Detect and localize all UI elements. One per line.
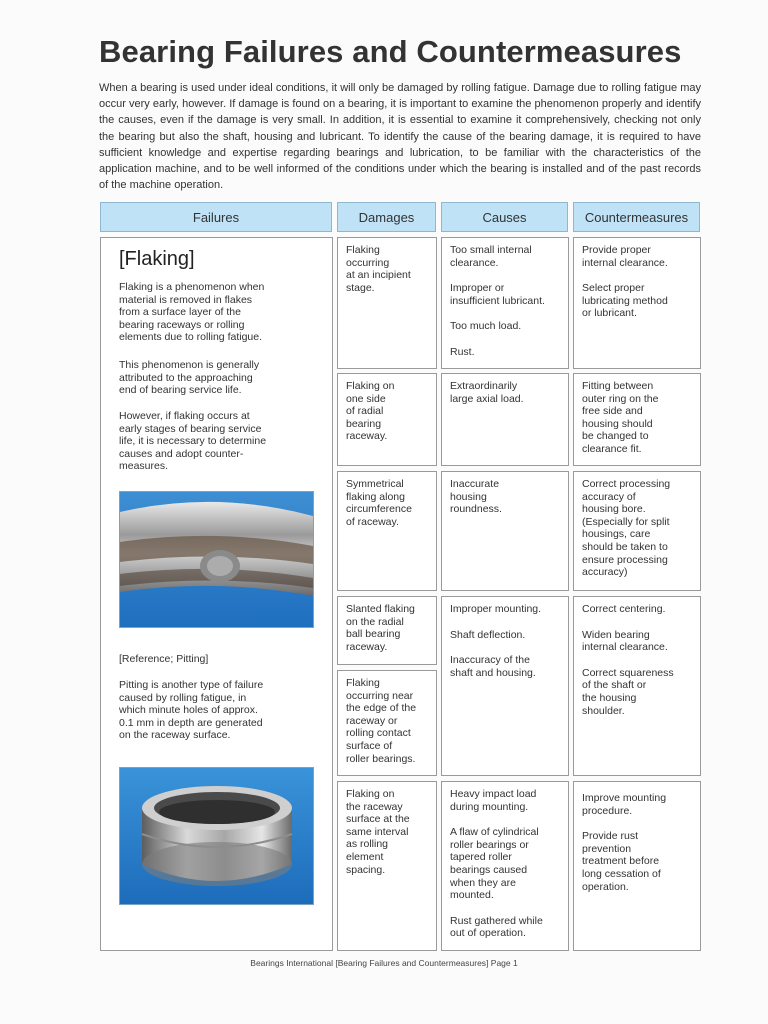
header-causes: Causes	[441, 202, 568, 232]
failure-title: [Flaking]	[119, 248, 195, 270]
damage-cell: Flaking on the raceway surface at the same interval as rolling element spacing.	[337, 781, 437, 951]
countermeasure-cell: Fitting between outer ring on the free side and housing should be changed to clearance fit.	[573, 373, 701, 466]
damage-cell: Flaking occurring near the edge of the raceway or rolling contact surface of roller bearings.	[337, 670, 437, 776]
damage-cell: Flaking on one side of radial bearing raceway.	[337, 373, 437, 466]
countermeasure-cell: Provide proper internal clearance. Select proper lubricating method or lubricant.	[573, 237, 701, 369]
reference-description: Pitting is another type of failure caused by rolling fatigue, in which minute holes of approx. 0.1 mm in depth are generated on the raceway surface.	[119, 679, 264, 742]
countermeasure-cell: Correct processing accuracy of housing bore. (Especially for split housings, care should be taken to ensure processing accuracy)	[573, 471, 701, 591]
cause-cell: Too small internal clearance. Improper or insufficient lubricant. Too much load. Rust.	[441, 237, 569, 369]
damage-cell: Symmetrical flaking along circumference of raceway.	[337, 471, 437, 591]
cause-cell: Extraordinarily large axial load.	[441, 373, 569, 466]
page-title: Bearing Failures and Countermeasures	[99, 34, 682, 69]
header-failures: Failures	[100, 202, 332, 232]
damage-cell: Flaking occurring at an incipient stage.	[337, 237, 437, 369]
cause-cell: Heavy impact load during mounting. A flaw of cylindrical roller bearings or tapered roller bearings caused when they are mounted. Rust gathered while out of operation.	[441, 781, 569, 951]
cause-cell: Improper mounting. Shaft deflection. Inaccuracy of the shaft and housing.	[441, 596, 569, 776]
damage-cell: Slanted flaking on the radial ball bearing raceway.	[337, 596, 437, 665]
cause-cell: Inaccurate housing roundness.	[441, 471, 569, 591]
reference-title: [Reference; Pitting]	[119, 653, 209, 665]
page-footer: Bearings International [Bearing Failures and Countermeasures] Page 1	[250, 958, 518, 968]
header-damages: Damages	[337, 202, 436, 232]
failure-description: Flaking is a phenomenon when material is removed in flakes from a surface layer of the bearing raceways or rolling elements due to rolling fatigue.	[119, 281, 265, 344]
countermeasure-cell: Improve mounting procedure. Provide rust prevention treatment before long cessation of operation.	[573, 781, 701, 951]
flaking-photo	[119, 491, 314, 628]
intro-paragraph: When a bearing is used under ideal conditions, it will only be damaged by rolling fatigue. Damage due to rolling fatigue may occur very early, however. If damage is found on a bearing, it is important to examine the phenomenon properly and identify the causes, even if the damage is very small. In addition, it is essential to examine it comprehensively, checking not only the bearing but also the shaft, housing and lubricant. To identify the cause of the bearing damage, it is required to have sufficient knowledge and expertise regarding bearings and lubrication, to be familiar with the characteristics of the application machine, and to be well informed of the conditions under which the bearing is installed and of the past records of the machine operation.	[99, 82, 701, 192]
header-countermeasures: Countermeasures	[573, 202, 700, 232]
failure-life-note: This phenomenon is generally attributed to the approaching end of bearing service life.	[119, 359, 260, 397]
countermeasure-cell: Correct centering. Widen bearing internal clearance. Correct squareness of the shaft or the housing shoulder.	[573, 596, 701, 776]
failure-early-note: However, if flaking occurs at early stages of bearing service life, it is necessary to determine causes and adopt counter- measures.	[119, 410, 267, 473]
bearing-ring-photo	[119, 767, 314, 905]
